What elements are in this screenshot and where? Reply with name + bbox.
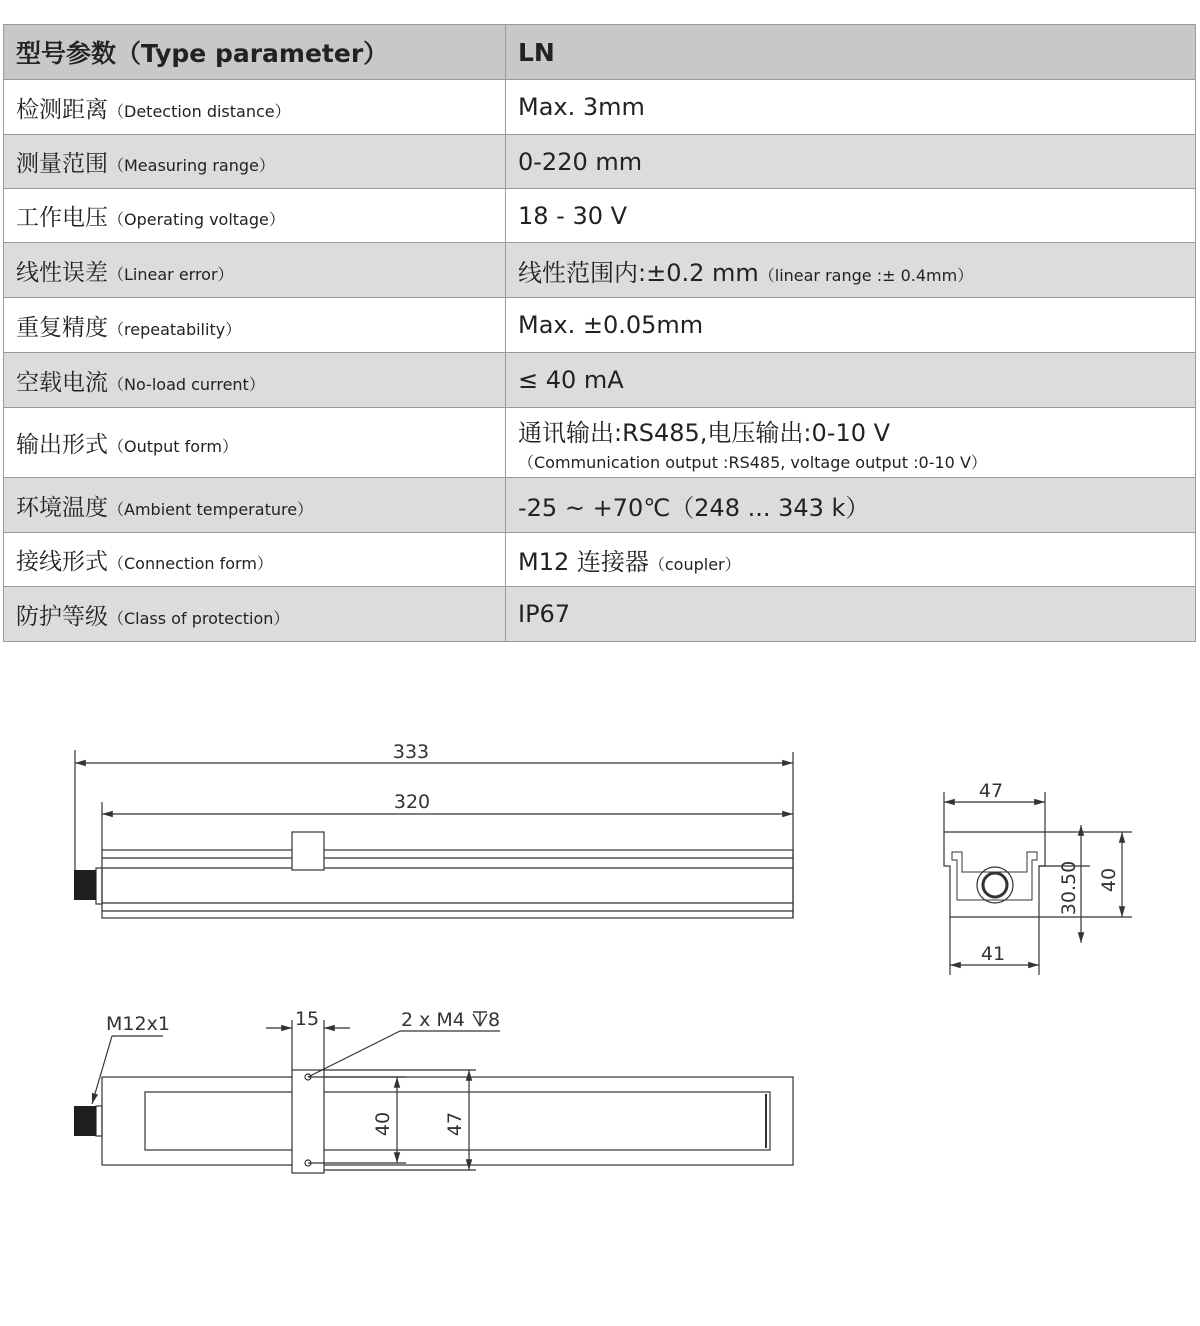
param-cell: 重复精度（repeatability）: [4, 298, 506, 353]
hole-depth-label: 8: [488, 1009, 501, 1031]
value-cell: -25 ~ +70℃（248 ... 343 k）: [506, 478, 1196, 533]
value-cell: 18 - 30 V: [506, 189, 1196, 243]
param-cell: 测量范围（Measuring range）: [4, 135, 506, 189]
dim-320-label: 320: [393, 791, 431, 813]
connector-label: M12x1: [106, 1013, 170, 1035]
param-cell: 检测距离（Detection distance）: [4, 80, 506, 135]
param-cell: 接线形式（Connection form）: [4, 533, 506, 587]
hole-spec-label: 2 x M4: [401, 1009, 465, 1031]
value-cell: 通讯输出:RS485,电压输出:0-10 V （Communication output :RS485, voltage output :0-10 V）: [506, 408, 1196, 478]
sensor-body-side: [102, 850, 793, 918]
dim-30-50-label: 30.50: [1058, 860, 1080, 916]
side-view: [75, 750, 793, 918]
depth-symbol-icon: [473, 1012, 487, 1026]
value-cell: Max. ±0.05mm: [506, 298, 1196, 353]
dim-15-label: 15: [294, 1008, 320, 1030]
header-param: 型号参数（Type parameter）: [4, 25, 506, 80]
dim-333-label: 333: [392, 741, 430, 763]
dim-40-side-label: 40: [1098, 867, 1120, 893]
value-cell: IP67: [506, 587, 1196, 642]
mounting-bracket: [292, 1070, 324, 1173]
param-cell: 空载电流（No-load current）: [4, 353, 506, 408]
slider-block: [292, 832, 324, 870]
top-view: [92, 1020, 793, 1173]
dim-47-top-label: 47: [978, 780, 1004, 802]
dim-47-bottom-label: 47: [444, 1111, 466, 1137]
m12-connector-top: [74, 1106, 96, 1136]
value-cell: 线性范围内:±0.2 mm（linear range :± 0.4mm）: [506, 243, 1196, 298]
value-cell: 0-220 mm: [506, 135, 1196, 189]
value-cell: Max. 3mm: [506, 80, 1196, 135]
dim-40-bottom-label: 40: [372, 1111, 394, 1137]
m12-connector-side: [74, 870, 96, 900]
param-cell: 线性误差（Linear error）: [4, 243, 506, 298]
dim-41-label: 41: [980, 943, 1006, 965]
value-cell: M12 连接器（coupler）: [506, 533, 1196, 587]
value-cell: ≤ 40 mA: [506, 353, 1196, 408]
param-cell: 环境温度（Ambient temperature）: [4, 478, 506, 533]
param-cell: 工作电压（Operating voltage）: [4, 189, 506, 243]
param-cell: 输出形式（Output form）: [4, 408, 506, 478]
param-cell: 防护等级（Class of protection）: [4, 587, 506, 642]
sensor-face-inner: [983, 873, 1007, 897]
header-model: LN: [506, 25, 1196, 80]
